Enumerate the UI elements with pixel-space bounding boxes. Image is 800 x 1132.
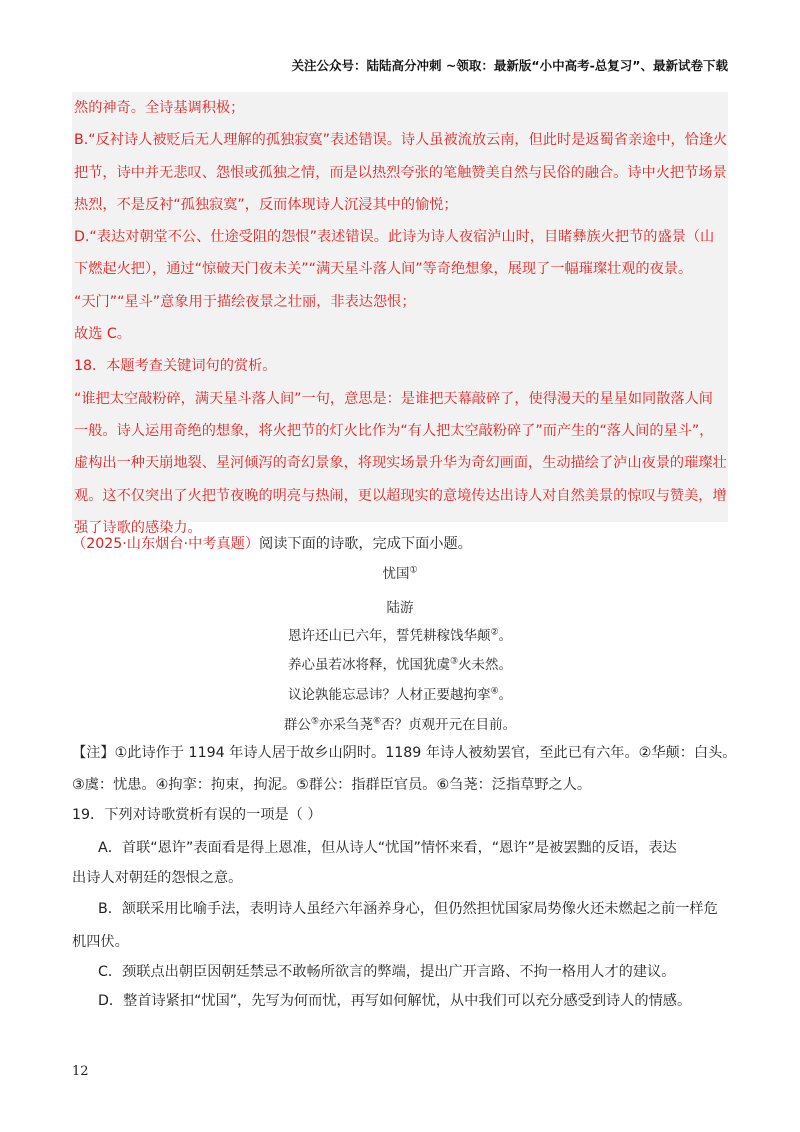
answer-line: “谁把太空敲粉碎，满天星斗落人间”一句，意思是：是谁把天幕敲碎了，使得漫天的星星如同散落人间 <box>74 390 713 407</box>
answer-line: D.“表达对朝堂不公、仕途受阻的怨恨”表述错误。此诗为诗人夜宿泸山时，目睹彝族火把节的盛景（山 <box>74 229 715 246</box>
option-a-continued: 出诗人对朝廷的怨恨之意。 <box>72 870 243 886</box>
answer-line: 故选 C。 <box>74 326 131 343</box>
answer-line: B.“反衬诗人被贬后无人理解的孤独寂寞”表述错误。诗人虽被流放云南，但此时是返蜀省亲途中，恰逢火 <box>74 132 728 149</box>
option-c: C．颈联点出朝臣因朝廷禁忌不敢畅所欲言的弊端，提出广开言路、不拘一格用人才的建议。 <box>98 964 676 980</box>
answer-line: 然的神奇。全诗基调积极； <box>74 100 245 116</box>
answer-line: 热烈，不是反衬“孤独寂寞”，反而体现诗人沉浸其中的愉悦； <box>74 196 458 213</box>
reading-intro <box>72 533 472 553</box>
notes-line: 【注】①此诗作于 1194 年诗人居于故乡山阴时。1189 年诗人被劾罢官，至此已有六年。②华颠：白头。 <box>72 745 737 761</box>
answer-line: 观。这不仅突出了火把节夜晚的明亮与热闹，更以超现实的意境传达出诗人对自然美景的惊叹与赞美，增 <box>74 487 727 504</box>
intro-text: 阅读下面的诗歌，完成下面小题。 <box>259 536 472 552</box>
question-source: （2025·山东烟台·中考真题） <box>72 536 260 552</box>
notes-line: ③虞：忧患。④拘挛：拘束，拘泥。⑤群公：指群臣官员。⑥刍荛：泛指草野之人。 <box>72 777 592 793</box>
answer-line: 18．本题考查关键词句的赏析。 <box>74 358 277 375</box>
answer-explanation-block <box>72 92 728 536</box>
page-header: 关注公众号：陆陆高分冲刺 ~领取：最新版“小中高考-总复习”、最新试卷下载 <box>291 58 728 73</box>
poem-line: 议论孰能忘忌讳？人材正要越拘挛④。 <box>287 686 513 703</box>
poem-title: 忧国① <box>382 565 418 582</box>
option-d: D．整首诗紧扣“忧国”，先写为何而忧，再写如何解忧，从中我们可以充分感受到诗人的情感。 <box>98 993 692 1009</box>
option-b-continued: 机四伏。 <box>72 934 129 950</box>
poem-author: 陆游 <box>386 600 414 616</box>
poem-line: 群公⑤亦采刍荛⑥否？贞观开元在目前。 <box>283 716 517 733</box>
answer-line: 一般。诗人运用奇绝的想象，将火把节的灯火比作为“有人把太空敲粉碎了”而产生的“落人间的星斗”， <box>74 422 714 439</box>
answer-line: “天门”“星斗”意象用于描绘夜景之壮丽，非表达怨恨； <box>74 293 416 310</box>
answer-line: 强了诗歌的感染力。 <box>74 519 202 536</box>
answer-line: 把节，诗中并无悲叹、怨恨或孤独之情，而是以热烈夸张的笔触赞美自然与民俗的融合。诗中火把节场景 <box>74 164 727 181</box>
poem-line: 恩许还山已六年，誓凭耕稼饯华颠②。 <box>287 627 513 644</box>
option-b: B．颔联采用比喻手法，表明诗人虽经六年涵养身心，但仍然担忧国家局势像火还未燃起之前一样危 <box>98 901 718 917</box>
footnote-marker: ① <box>409 565 418 576</box>
question-19: 19．下列对诗歌赏析有误的一项是（ ） <box>72 807 322 823</box>
answer-line: 虚构出一种天崩地裂、星河倾泻的奇幻景象，将现实场景升华为奇幻画面，生动描绘了泸山夜景的璀璨壮 <box>74 455 727 472</box>
option-a: A．首联“恩许”表面看是得上恩准，但从诗人“忧国”情怀来看，“恩许”是被罢黜的反语，表达 <box>98 840 677 856</box>
answer-line: 下燃起火把），通过“惊破天门夜未关”“满天星斗落人间”等奇绝想象，展现了一幅璀璨壮观的夜景。 <box>74 261 693 278</box>
poem-line: 养心虽若冰将释，忧国犹虞③火未然。 <box>287 656 513 673</box>
page-number: 12 <box>72 1064 89 1079</box>
